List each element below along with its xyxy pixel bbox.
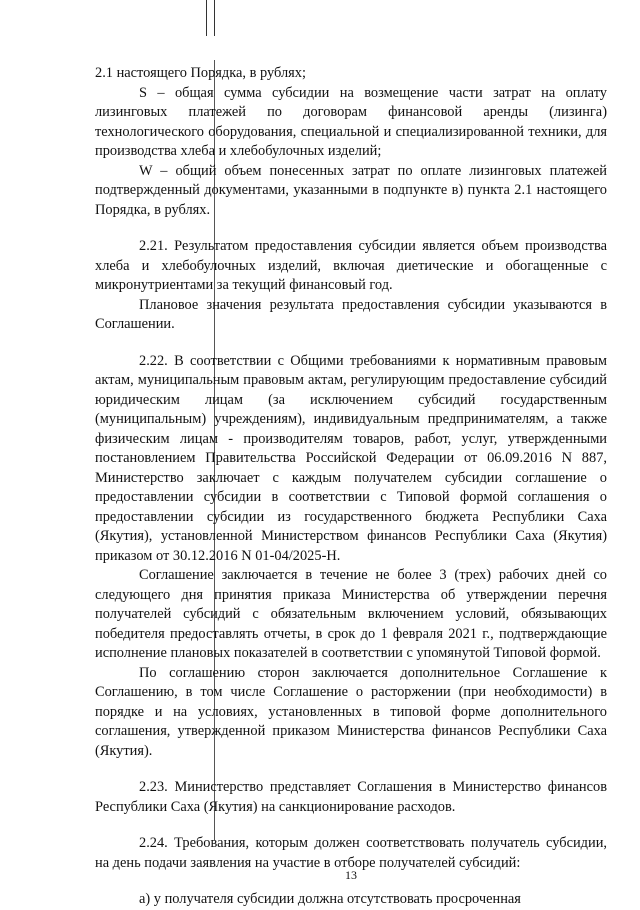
document-body <box>95 64 607 910</box>
paragraph: 2.24. Требования, которым должен соответствовать получатель субсидии, на день подачи заявления на участие в отборе получателей субсидий: <box>95 835 607 871</box>
paragraph: W – общий объем понесенных затрат по оплате лизинговых платежей подтвержденный документами, указанными в подпункте в) пункта 2.1 настоящего Порядка, в рублях. <box>95 162 607 218</box>
paragraph: 2.23. Министерство представляет Соглашения в Министерство финансов Республики Саха (Якутия) на санкционирование расходов. <box>95 779 607 815</box>
paragraph: 2.1 настоящего Порядка, в рублях; <box>95 65 306 81</box>
paragraph: По соглашению сторон заключается дополнительное Соглашение к Соглашению, в том числе Соглашение о расторжении (при необходимости) в порядке и на условиях, установленных в типовой форме дополнительного соглашения, утвержденной приказом Министерства финансов Республики Саха (Якутия). <box>95 664 607 759</box>
paragraph: 2.21. Результатом предоставления субсидии является объем производства хлеба и хлебобулочных изделий, включая диетические и обогащенные с микронутриентами за текущий финансовый год. <box>95 238 607 293</box>
page-number: 13 <box>345 868 357 882</box>
paragraph: а) у получателя субсидии должна отсутствовать просроченная <box>139 891 521 907</box>
paragraph: Соглашение заключается в течение не более 3 (трех) рабочих дней со следующего дня принятия приказа Министерства об утверждении перечня получателей субсидий с обязательным включением условий, обязывающих победителя предоставлять отчеты, в срок до 1 февраля 2021 г., подтверждающие исполнение плановых показателей в соответствии с упомянутой Типовой формой. <box>95 567 607 661</box>
paragraph: 2.22. В соответствии с Общими требованиями к нормативным правовым актам, муниципальным правовым актам, регулирующим предоставление субсидий юридическим лицам (за исключением субсидий государственным (муниципальным) учреждениям), индивидуальным предпринимателям, а также физическим лицам - производителям товаров, работ, услуг, утвержденными постановлением Правительства Российской Федерации от 06.09.2016 N 887, Министерство заключает с каждым получателем субсидии соглашение о предоставлении субсидии в соответствии с Типовой формой соглашения о предоставлении субсидии из государственного бюджета Республики Саха (Якутия), установленной Министерством финансов Республики Саха (Якутия) приказом от 30.12.2016 N 01-04/2025-Н. <box>95 352 607 564</box>
scan-artifact-line <box>206 0 207 36</box>
paragraph: Плановое значения результата предоставления субсидии указываются в Соглашении. <box>95 296 607 332</box>
scan-artifact-line <box>214 0 215 36</box>
paragraph: S – общая сумма субсидии на возмещение части затрат на оплату лизинговых платежей по договорам финансовой аренды (лизинга) технологического оборудования, специальной и специализированной техники, для производства хлеба и хлебобулочных изделий; <box>95 84 607 159</box>
